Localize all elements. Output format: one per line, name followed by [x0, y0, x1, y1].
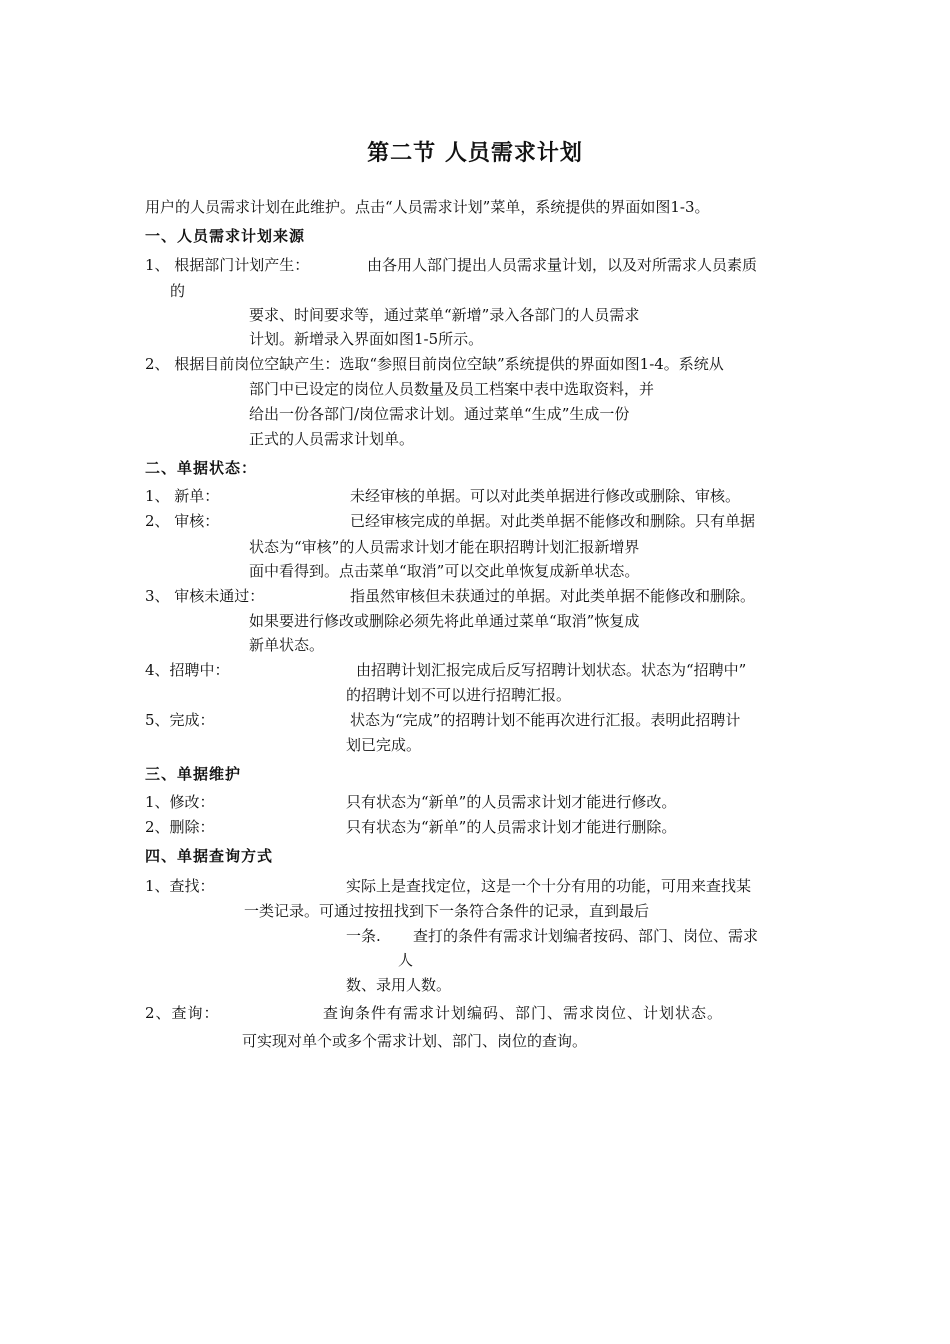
- query-2-line-1: 查询条件有需求计划编码、部门、需求岗位、计划状态。: [323, 1004, 724, 1022]
- source-1-line-3: 要求、时间要求等，通过菜单“新增”录入各部门的人员需求: [249, 306, 640, 324]
- source-2-line-3: 给出一份各部门/岗位需求计划。通过菜单“生成”生成一份: [249, 405, 630, 423]
- section-2-heading: 二、单据状态：: [145, 459, 258, 477]
- query-1-label: 1、查找：: [145, 877, 215, 895]
- maint-1-label: 1、修改：: [145, 793, 215, 811]
- maint-2-label: 2、删除：: [145, 818, 215, 836]
- source-1-line-2: 的: [170, 282, 186, 300]
- maint-1-line-1: 只有状态为“新单”的人员需求计划才能进行修改。: [346, 793, 677, 811]
- status-1-line-1: 未经审核的单据。可以对此类单据进行修改或删除、审核。: [350, 487, 741, 505]
- status-3-line-3: 新单状态。: [249, 636, 325, 654]
- intro-paragraph: 用户的人员需求计划在此维护。点击“人员需求计划”菜单，系统提供的界面如图1-3。: [145, 198, 710, 216]
- status-2-line-3: 面中看得到。点击菜单“取消”可以交此单恢复成新单状态。: [249, 562, 640, 580]
- status-4-line-2: 的招聘计划不可以进行招聘汇报。: [346, 686, 572, 704]
- query-2-label: 2、查询：: [145, 1004, 220, 1022]
- page-title: 第二节 人员需求计划: [367, 141, 583, 166]
- maint-2-line-1: 只有状态为“新单”的人员需求计划才能进行删除。: [346, 818, 677, 836]
- source-1-line-4: 计划。新增录入界面如图1-5所示。: [249, 330, 484, 348]
- status-2-line-2: 状态为“审核”的人员需求计划才能在职招聘计划汇报新增界: [249, 538, 640, 556]
- status-2-line-1: 已经审核完成的单据。对此类单据不能修改和删除。只有单据: [350, 512, 756, 530]
- source-2-label: 2、 根据目前岗位空缺产生：选取“参照目前岗位空缺”系统提供的界面如图1-4。系统从: [145, 355, 724, 373]
- status-4-label: 4、招聘中：: [145, 661, 230, 679]
- section-1-heading: 一、人员需求计划来源: [145, 227, 306, 245]
- query-1-line-3a: 一条.: [346, 927, 381, 945]
- source-2-line-4: 正式的人员需求计划单。: [249, 430, 415, 448]
- query-2-line-2: 可实现对单个或多个需求计划、部门、岗位的查询。: [242, 1032, 588, 1050]
- query-1-line-4: 人: [398, 951, 414, 969]
- query-1-line-3b: 查打的条件有需求计划编者按码、部门、岗位、需求: [413, 927, 759, 945]
- source-2-line-2: 部门中已设定的岗位人员数量及员工档案中表中选取资料，并: [249, 380, 655, 398]
- source-1-line-1: 由各用人部门提出人员需求量计划，以及对所需求人员素质: [367, 256, 758, 274]
- status-4-line-1: 由招聘计划汇报完成后反写招聘计划状态。状态为“招聘中”: [356, 661, 747, 679]
- status-3-label: 3、 审核未通过：: [145, 587, 265, 605]
- query-1-line-2: 一类记录。可通过按扭找到下一条符合条件的记录，直到最后: [244, 902, 650, 920]
- status-5-label: 5、完成：: [145, 711, 215, 729]
- status-5-line-1: 状态为“完成”的招聘计划不能再次进行汇报。表明此招聘计: [350, 711, 741, 729]
- status-5-line-2: 划已完成。: [346, 736, 422, 754]
- source-1-label: 1、 根据部门计划产生：: [145, 256, 310, 274]
- status-2-label: 2、 审核：: [145, 512, 220, 530]
- status-1-label: 1、 新单：: [145, 487, 220, 505]
- status-3-line-1: 指虽然审核但未获通过的单据。对此类单据不能修改和删除。: [350, 587, 756, 605]
- query-1-line-5: 数、录用人数。: [346, 976, 452, 994]
- query-1-line-1: 实际上是查找定位，这是一个十分有用的功能，可用来查找某: [346, 877, 752, 895]
- section-3-heading: 三、单据维护: [145, 765, 242, 783]
- status-3-line-2: 如果要进行修改或删除必须先将此单通过菜单“取消”恢复成: [249, 612, 640, 630]
- section-4-heading: 四、单据查询方式: [145, 847, 274, 865]
